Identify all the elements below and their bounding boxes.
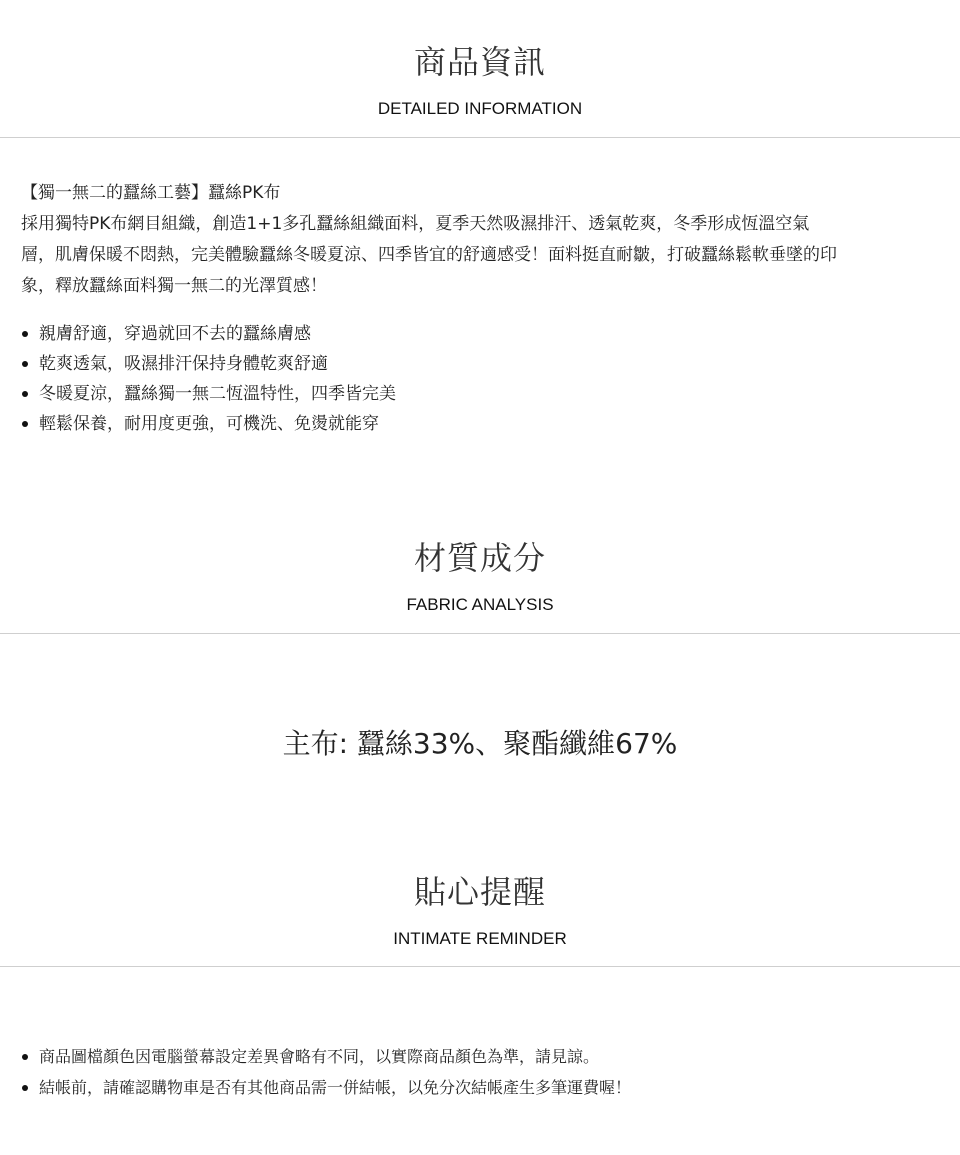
fabric-composition: 主布: 蠶絲33%、聚酯纖維67% <box>282 727 678 760</box>
section-divider <box>0 137 960 138</box>
detailed-info-title: 商品資訊 <box>413 43 546 81</box>
description-line: 層，肌膚保暖不悶熱，完美體驗蠶絲冬暖夏涼、四季皆宜的舒適感受！面料挺直耐皺，打破蠶絲鬆軟垂墜的印 <box>21 245 837 265</box>
reminder-title: 貼心提醒 <box>413 873 546 911</box>
bullet-dot-icon <box>22 1085 28 1091</box>
reminder-item <box>21 1072 631 1103</box>
fabric-analysis-subtitle: FABRIC ANALYSIS <box>406 595 554 614</box>
fabric-analysis-header <box>0 538 960 615</box>
bullet-dot-icon <box>22 391 28 397</box>
feature-item <box>21 409 396 439</box>
product-description <box>21 178 946 302</box>
reminder-item <box>21 1041 631 1072</box>
reminder-text: 商品圖檔顏色因電腦螢幕設定差異會略有不同，以實際商品顏色為準，請見諒。 <box>39 1047 600 1066</box>
bullet-dot-icon <box>22 1054 28 1060</box>
bullet-dot-icon <box>22 361 28 367</box>
feature-text: 親膚舒適，穿過就回不去的蠶絲膚感 <box>39 324 311 344</box>
feature-item <box>21 379 396 409</box>
feature-text: 冬暖夏涼，蠶絲獨一無二恆溫特性，四季皆完美 <box>39 384 396 404</box>
detailed-info-subtitle: DETAILED INFORMATION <box>377 99 583 118</box>
reminder-header <box>0 872 960 949</box>
feature-item <box>21 319 396 349</box>
description-line: 採用獨特PK布網目組織，創造1+1多孔蠶絲組織面料，夏季天然吸濕排汗、透氣乾爽，冬季形成恆溫空氣 <box>21 214 810 234</box>
section-divider <box>0 633 960 634</box>
detailed-info-header <box>0 42 960 119</box>
feature-list <box>21 319 396 439</box>
reminder-subtitle: INTIMATE REMINDER <box>393 929 567 948</box>
feature-text: 輕鬆保養，耐用度更強，可機洗、免燙就能穿 <box>39 414 379 434</box>
feature-text: 乾爽透氣，吸濕排汗保持身體乾爽舒適 <box>39 354 328 374</box>
bullet-dot-icon <box>22 331 28 337</box>
bullet-dot-icon <box>22 421 28 427</box>
feature-item <box>21 349 396 379</box>
section-divider <box>0 966 960 967</box>
description-line: 象，釋放蠶絲面料獨一無二的光澤質感！ <box>21 276 327 296</box>
reminder-text: 結帳前，請確認購物車是否有其他商品需一併結帳，以免分次結帳產生多筆運費喔！ <box>39 1078 632 1097</box>
fabric-analysis-title: 材質成分 <box>413 539 546 577</box>
reminder-list <box>21 1041 631 1103</box>
description-heading: 【獨一無二的蠶絲工藝】蠶絲PK布 <box>21 183 281 203</box>
